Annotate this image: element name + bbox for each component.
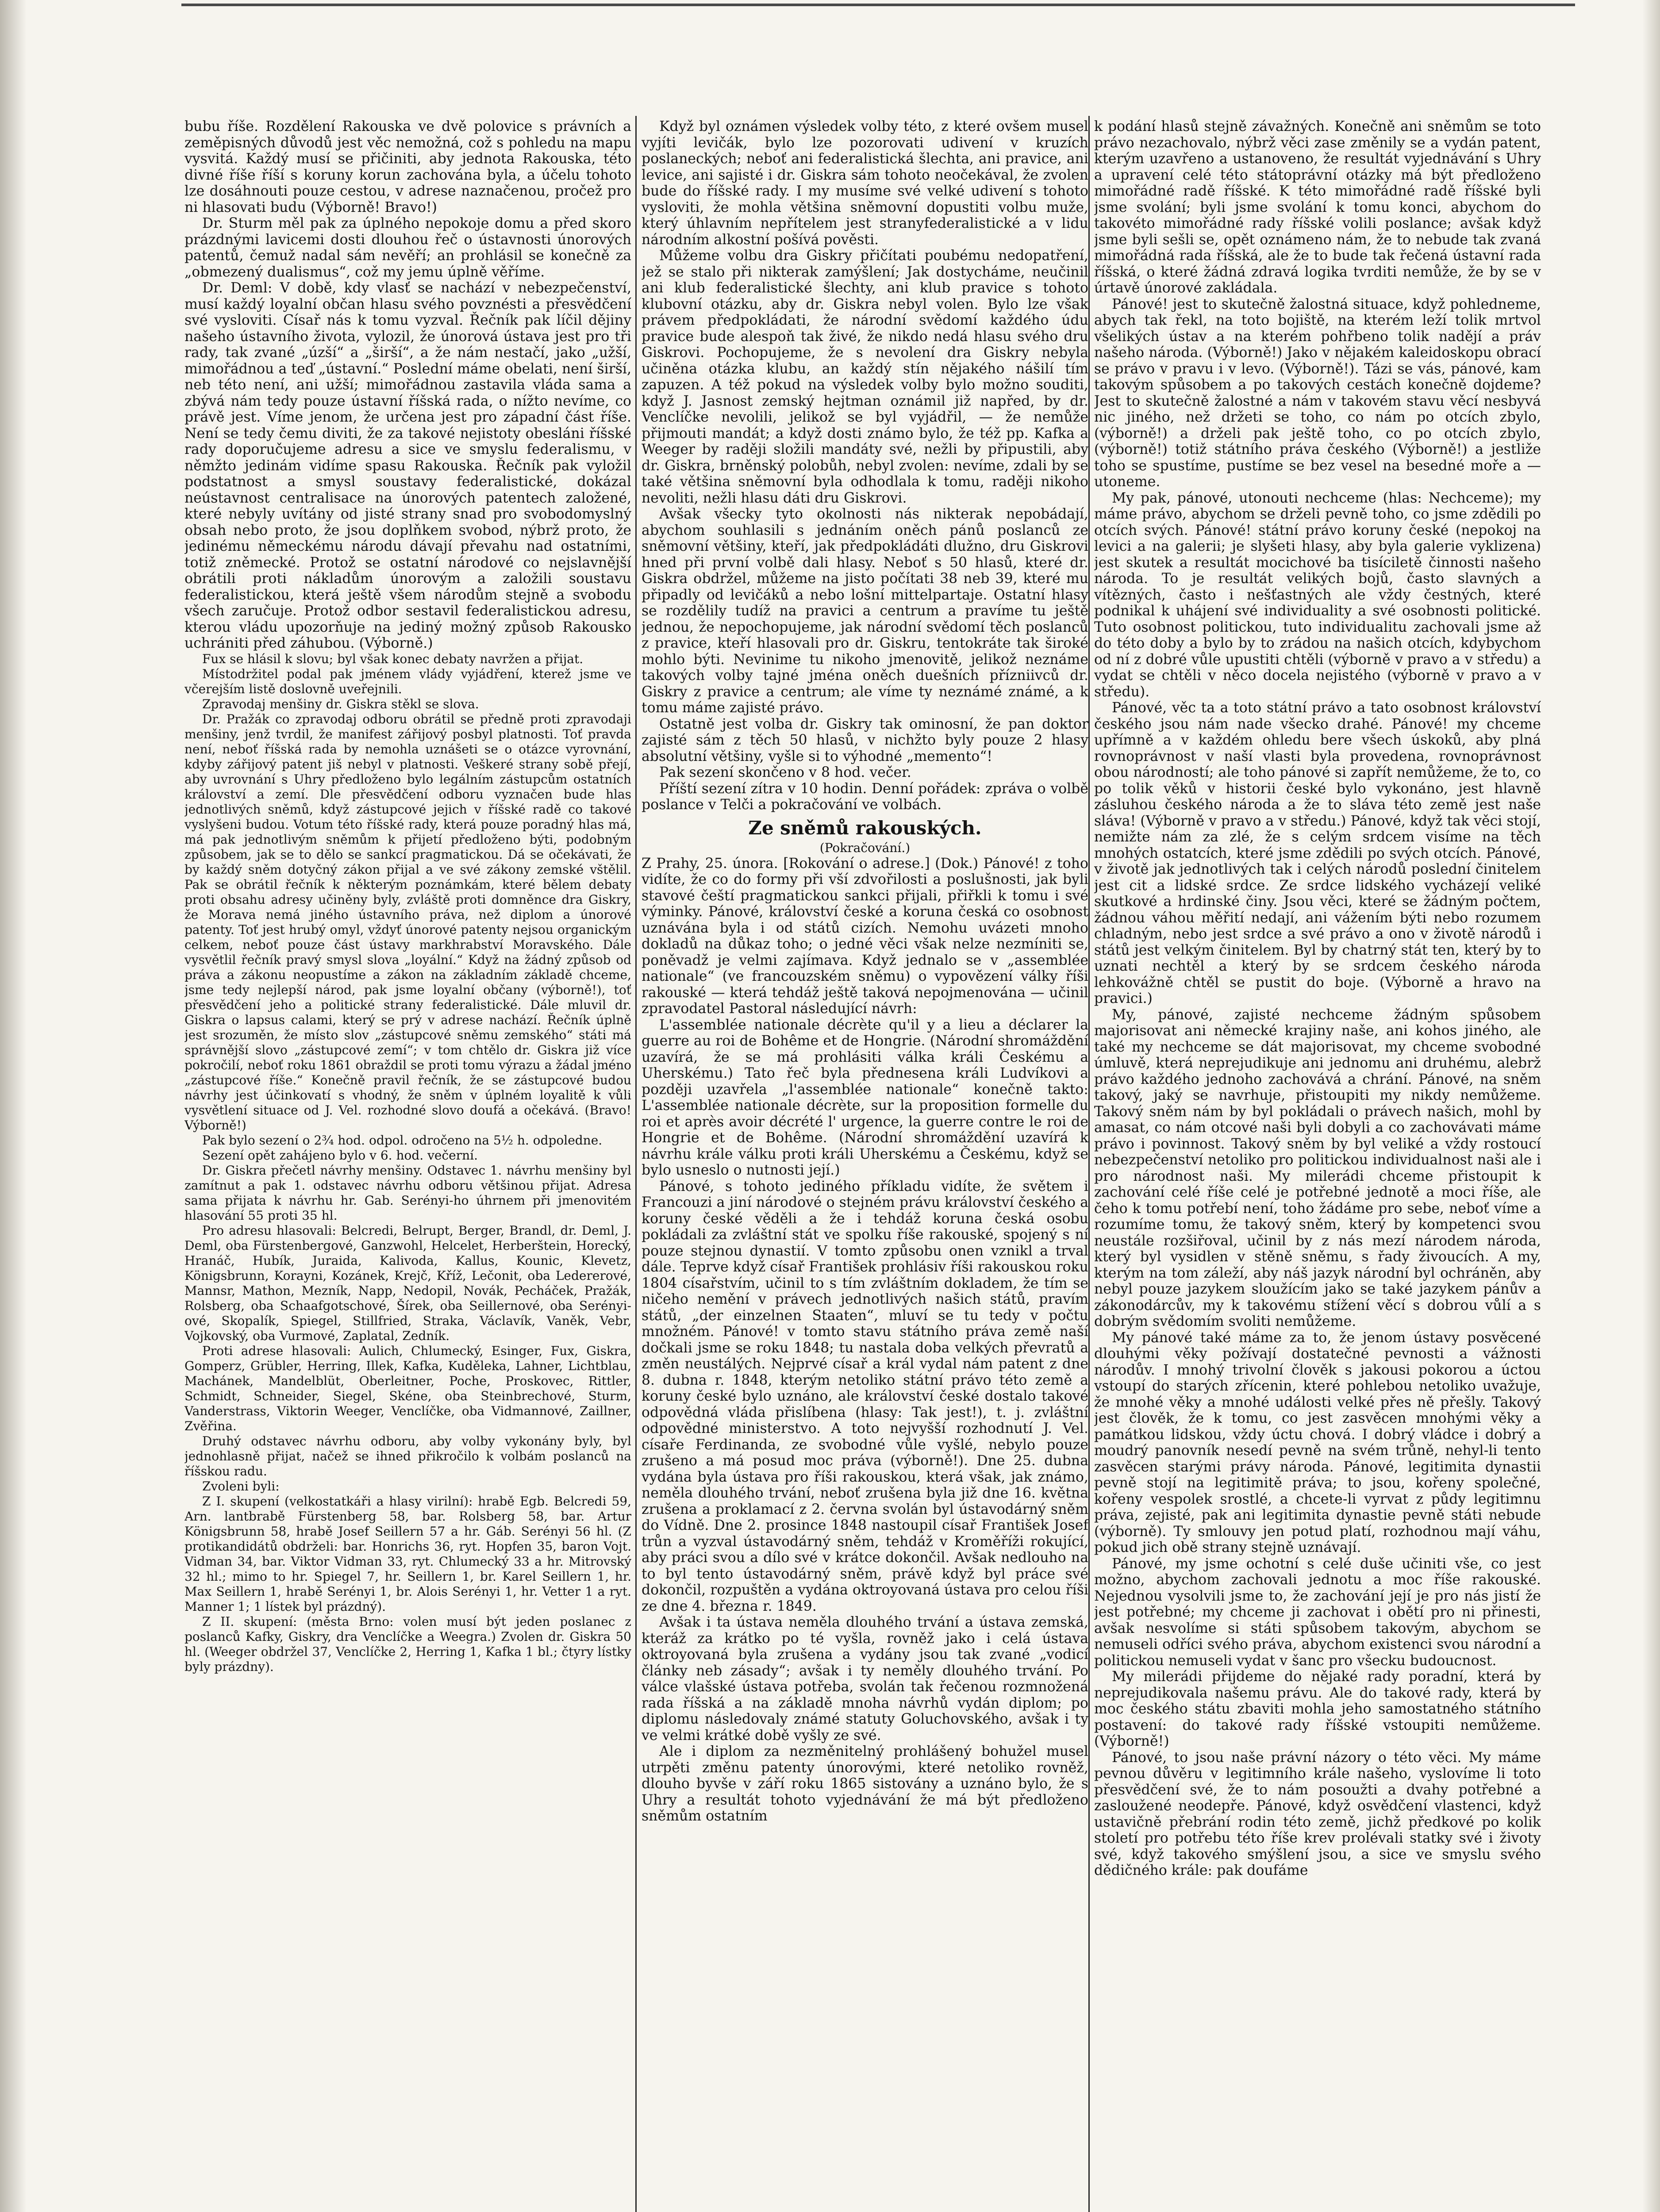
top-border-rule bbox=[181, 4, 1575, 6]
article-paragraph: My milerádi přijdeme do nějaké rady poradní, která by neprejudikovala našemu právu. Ale do takové rady, která by moc českého státu zbaviti mohla jeho samostatného státního postavení: do takové rady říšské vstoupiti nemůžeme. (Výborně!) bbox=[1094, 1669, 1541, 1749]
article-paragraph: Pánové! jest to skutečně žalostná situace, když pohledneme, abych tak řekl, na toto bojiště, na kterém leží tolik mrtvol všelikých ústav a na kterém pohřbeno tolik nadějí a práv našeho národa. (Výborně!) Jako v nějakém kaleidoskopu obrací se právo v pravu i v levo. (Výborně!). Tázi se vás, pánové, kam takovým spůsobem a po takových cestách konečně dojdeme? Jest to skutečně žalostné a nám v takovém stavu věcí nesbyvá nic jiného, než držeti se toho, co nám po otcích zbylo, (výborně!) a drželi pak ještě toho, co po otcích zbylo, (výborně!) totiž státního práva českého (Výborně!) a jestliže toho se spustíme, pustíme se bez vesel na besedné moře a — utoneme. bbox=[1094, 296, 1541, 490]
article-paragraph: Dr. Deml: V době, kdy vlasť se nachází v nebezpečenství, musí každý loyalní občan hlasu svého povznésti a přesvědčení své vysloviti. Císař nás k tomu vyzval. Řečník pak líčil dějiny našeho ústavního života, vylozil, že únorová ústava jest pro tři rady, tak zvané „úzší“ a „širší“, a že nám nestačí, jako „užší, mimořádnou a teď „ústavní.“ Poslední máme obelati, není širší, neb této není, ani užší; mimořádnou zastavila vláda sama a zbývá nám tedy pouze ústavní říšská rada, o nížto nevíme, co právě jest. Víme jenom, že určena jest pro západní část říše. Není se tedy čemu diviti, že za takové nejistoty obesláni říšské rady doporučujeme adresu a sice ve smyslu federalismu, v němžto jedinám vidíme spasu Rakouska. Řečník pak vyložil podstatnost a smysl soustavy federalistické, dokázal neústavnost centralisace na únorových patentech založené, které nebyly uvítány od jisté strany snad pro svobodomyslný obsah nebo proto, že jsou doplňkem svobod, nýbrž proto, že jedinému německému národu dávají převahu nad ostatními, totiž zněmecké. Protož se ostatní národové co nejslavnější obrátili proti nákladům únorovým a založili soustavu federalistickou, která ještě všem národům stejně a svobodu všech zaručuje. Protož odbor sestavil federalistickou adresu, kterou vládu upozorňuje na jediný možný způsob Rakousko uchrániti před záhubou. (Výborně.) bbox=[184, 280, 631, 651]
article-paragraph: Avšak i ta ústava neměla dlouhého trvání a ústava zemská, kteráž za krátko po té vyšla, rovněž jako i celá ústava oktroyovaná byla zrušena a vydány jsou tak zvané „vodicí články neb zásady“; avšak i ty neměly dlouhého trvání. Po válce vlašské ústava potřeba, svolán tak řečenou rozmnožená rada říšská a na základě mnoha návrhů vydán diplom; po diplomu následovaly známé statuty Goluchovského, avšak i ty ve velmi krátké době vyšly ze své. bbox=[642, 1614, 1088, 1743]
article-paragraph: Z I. skupení (velkostatkáři a hlasy virilní): hrabě Egb. Belcredi 59, Arn. lantbrabě Fürstenberg 58, bar. Rolsberg 58, bar. Artur Königsbrunn 58, hrabě Josef Seillern 57 a hr. Gáb. Serényi 56 hl. (Z protikandidátů obdrželi: bar. Honrichs 36, ryt. Hopfen 35, baron Vojt. Vidman 34, bar. Viktor Vidman 33, ryt. Chlumecký 33 a hr. Mitrovský 32 hl.; mimo to hr. Spiegel 7, hr. Seillern 1, br. Karel Seillern 1, hr. Max Seillern 1, hrabě Serényi 1, br. Alois Serényi 1, hr. Vetter 1 a ryt. Manner 1; 1 lístek byl prázdný). bbox=[184, 1494, 631, 1614]
article-paragraph: Pro adresu hlasovali: Belcredi, Belrupt, Berger, Brandl, dr. Deml, J. Deml, oba Fürstenbergové, Ganzwohl, Helcelet, Herberštein, Horecký, Hranáč, Hubík, Juraida, Kalivoda, Kallus, Kounic, Klevetz, Königsbrunn, Korayni, Kozánek, Krejč, Kříž, Lečonit, oba Ledererové, Mannsr, Mathon, Mezník, Napp, Nedopil, Novák, Pecháček, Pražák, Rolsberg, oba Schaafgotschové, Šírek, oba Seillernové, oba Serényi-ové, Skopalík, Spiegel, Stillfried, Straka, Václavík, Vaněk, Vebr, Vojkovský, oba Vurmové, Zaplatal, Zedník. bbox=[184, 1223, 631, 1343]
article-paragraph: Druhý odstavec návrhu odboru, aby volby vykonány byly, byl jednohlasně přijat, načež se ihned přikročilo k volbám poslanců na říšskou radu. bbox=[184, 1433, 631, 1479]
article-paragraph: Když byl oznámen výsledek volby této, z které ovšem musel vyjíti levičák, bylo lze pozorovati udivení v kruzích poslaneckých; neboť ani federalistická šlechta, ani pravice, ani levice, ani sajisté i dr. Giskra sám tohoto neočekával, že zvolen bude do říšské rady. I my musíme své velké udivení s tohoto vysloviti, že mohla většina sněmovní dopustiti volbu muže, který úhlavním nepřítelem jest stranyfederalistické a v lidu národním alkostní pošívá pověsti. bbox=[642, 119, 1088, 248]
article-paragraph: Pak sezení skončeno v 8 hod. večer. bbox=[659, 764, 911, 780]
article-paragraph: Pánové, s tohoto jediného příkladu vidíte, že světem i Francouzi a jiní národové o stejném právu království českého a koruny české věděli a že i tehdáž koruna česká osobu pokládali za zvláštní stát ve spolku říše rakouské, spojený s ní pouze stejnou dynastií. V tomto způsobu onen vznikl a trval dále. Teprve když císař František prohlásiv říši rakouskou roku 1804 císařstvím, učinil to s tím zvláštním dokladem, že tím se ničeho nemění v právech jednotlivých našich států, pravím států, „der einzelnen Staaten“, mluví se tu tedy v počtu množném. Pánové! v tomto stavu státního práva země naší dočkali jsme se roku 1848; tu nastala doba velkých převratů a změn neustálých. Nejprvé císař a král vydal nám patent z dne 8. dubna r. 1848, kterým netoliko státní právo této země a koruny české bylo uznáno, ale království české dostalo takové odpovědná vláda přislíbena (hlasy: Tak jest!), t. j. zvláštní odpovědné ministerstvo. A toto nejvyšší rozhodnutí J. Vel. císaře Ferdinanda, ze svobodné vůle vyšlé, nebylo pouze zrušeno a má posud moc práva (výborně!). Dne 25. dubna vydána byla ústava pro říši rakouskou, která však, jak známo, neměla dlouhého trvání, neboť zrušena byla již dne 16. května zrušena a proklamací z 2. června svolán byl ústavodárný sněm do Vídně. Dne 2. prosince 1848 nastoupil císař František Josef trůn a vyzval ústavodárný sněm, tehdáž v Kroměříži rokující, aby práci svou a dílo své v krátce dokončil. Avšak nedlouho na to byl tento ústavodárný sněm, právě když byl práce své dokončil, rozpuštěn a vydána oktroyovaná ústava pro celou říši ze dne 4. března r. 1849. bbox=[642, 1178, 1088, 1614]
article-paragraph: Pánové, to jsou naše právní názory o této věci. My máme pevnou důvěru v legitimního krále našeho, vyslovíme li toto přesvědčení své, že to nám posoužti a dvahy potřebné a zasloužené neodepře. Pánové, když osvědčení vlastenci, když ustavičně přebrání rodin této země, jichž předkové po kolik století pro potřebu této říše krev prolévali statky své i životy své, když takového smýšlení jsou, a sice ve smyslu svého dědičného krále: pak doufáme bbox=[1094, 1749, 1541, 1878]
article-paragraph: Fux se hlásil k slovu; byl však konec debaty navržen a přijat. bbox=[202, 651, 584, 666]
article-paragraph: Sezení opět zahájeno bylo v 6. hod. večerní. bbox=[202, 1148, 478, 1163]
article-paragraph: Ale i diplom za nezměnitelný prohlášený bohužel musel utrpěti změnu patenty únorovými, které netoliko rovněž, dlouho byvše v září roku 1865 sistovány a uznáno bylo, že s Uhry a resultát tohoto vyjednávání že má být předloženo sněmům ostatním bbox=[642, 1743, 1088, 1824]
article-paragraph: Zvoleni byli: bbox=[202, 1479, 280, 1494]
article-paragraph: My pánové také máme za to, že jenom ústavy posvěcené dlouhými věky požívají dostatečné pevnosti a vážnosti národův. I mnohý trivolní člověk s jakousi pokorou a úctou vstoupí do starých zřícenin, které pohlebou netoliko uvažuje, že mnohé věky a mnohé události velké přes ně přešly. Takový jest člověk, že k tomu, co jest zasvěcen mnohými věky a památkou lidskou, vždy úctu chová. I dobrý vládce i dobrý a moudrý panovník nesedí pevně na svém trůně, nehyl-li tento zasvěcen starými právy národa. Pánové, legitimita dynastii pevně stojí na legitimitě práva; to jsou, kořeny společné, kořeny vespolek srostlé, a chcete-li vyrvat z půdy legitimnu práva, zejisté, pak ani legitimita dynastie pevně státi nebude (výborně). Ty smlouvy jen potud platí, rozhodnou mají váhu, pokud jich obě strany stejně uznávají. bbox=[1094, 1329, 1541, 1555]
text-column-1 bbox=[184, 119, 631, 2212]
article-paragraph: k podání hlasů stejně závažných. Konečně ani sněmům se toto právo nezachovalo, nýbrž věci zase změnily se a vydán patent, kterým uzavřeno a ustanoveno, že resultát vyjednávání s Uhry a upravení celé této státoprávní otázky má být předloženo mimořádné radě říšské. K této mimořádné radě říšské byli jsme svolání; byli jsme svolání k tomu konci, abychom do takovéto mimořádné rady říšské volili poslance; avšak když jsme byli sešli se, opět oznámeno nám, že to nebude tak zvaná mimořádná rada říšská, ale že to bude tak řečená ústavní rada říšská, o které žádná zdravá logika tvrditi nemůže, že by se v úrtavě únorové zakládala. bbox=[1094, 119, 1541, 296]
text-column-3 bbox=[1094, 119, 1541, 2212]
article-paragraph: Dr. Giskra přečetl návrhy menšiny. Odstavec 1. návrhu menšiny byl zamítnut a pak 1. odstavec návrhu odboru většinou přijat. Adresa sama přijata k návrhu hr. Gab. Serényi-ho úhrnem při jmenovitém hlasování 55 proti 35 hl. bbox=[184, 1163, 631, 1223]
article-paragraph: Pánové, věc ta a toto státní právo a tato osobnost království českého jsou nám nade všecko drahé. Pánové! my chceme upřímně a v každém ohledu bere všech úskoků, aby plná rovnoprávnost v naší vlasti byla provedena, rovnoprávnost obou národností; ale toho pánové si zapřít nemůžeme, že to, co po tolik věků v historii české bylo vykonáno, jest hlavně zásluhou českého národa a že to sláva této země jest naše sláva! (Výborně v pravo a v středu.) Pánové, když tak věci stojí, nemižte nám za zlé, že s celým srdcem visíme na těch mnohých ostatcích, které jsme zdědili po svých otcích. Pánové, v životě jak jednotlivých tak i celých národů poslední činitelem jest cit a lidské srdce. Ze srdce lidského vycházejí veliké skutkové a hrdinské činy. Jsou věci, které se žádným počtem, žádnou váhou měřití nedají, ani vážením býti nebo rozumem chladným, nebo jest srdce a své právo a ono v životě národů i států jest velkým činitelem. Byl by chatrný stát ten, který by to uznati nechtěl a který by se srdcem českého národa lehkovážně chtěl se pustit do boje. (Výborně a hravo na pravici.) bbox=[1094, 700, 1541, 1006]
article-paragraph: Místodržitel podal pak jménem vlády vyjádření, kterež jsme ve včerejším listě doslovně uveřejnili. bbox=[184, 666, 631, 696]
page-edge-shadow-right bbox=[1642, 0, 1660, 2212]
article-paragraph: Pánové, my jsme ochotní s celé duše učiniti vše, co jest možno, abychom zachovali jednotu a moc říše rakouské. Nejednou vysolvili jsme to, že zachování její je pro nás jistí že jest potřebné; my chceme ji zachovat i obětí pro ni přinesti, avšak nesvolíme si státi spůsobem takovým, abychom se nemuseli odříci svého práva, abychom existenci svou národní a politickou nemuseli vydat v šanc pro všecku budoucnost. bbox=[1094, 1555, 1541, 1669]
column-divider-2 bbox=[1088, 116, 1090, 2212]
article-paragraph: bubu říše. Rozdělení Rakouska ve dvě polovice s právních a zeměpisných důvodů jest věc nemožná, což s pohledu na mapu vysvitá. Každý musí se přičiniti, aby jednota Rakouska, této divné říše říší s koruny korun zachována byla, a účelu tohoto lze dosáhnouti pouze cestou, v adrese naznačenou, pročež pro ni hlasovati budu (Výborně! Bravo!) bbox=[184, 119, 631, 215]
article-paragraph: Ze sněmů rakouských. bbox=[748, 817, 982, 839]
page-edge-shadow-left bbox=[0, 0, 27, 2212]
article-paragraph: L'assemblée nationale décrète qu'il y a lieu a déclarer la guerre au roi de Bohême et de Hongrie. (Národní shromáždění uzavírá, že se má prohlásiti válka králi Českému a Uherskému.) Tato řeč byla přednesena králi Ludvíkovi a později uzavřela „l'assemblée nationale“ konečně takto: L'assemblée nationale décrète, sur la proposition formelle du roi et après avoir décrété l' urgence, la guerre contre le roi de Hongrie et de Bohême. (Národní shromáždění uzavírá k návrhu krále válku proti králi Uherskému a Českému, když se bylo usneslo o nutnosti její.) bbox=[642, 1017, 1088, 1178]
article-paragraph: Z II. skupení: (města Brno: volen musí být jeden poslanec z poslanců Kafky, Giskry, dra Venclíčke a Weegra.) Zvolen dr. Giskra 50 hl. (Weeger obdržel 37, Venclíčke 2, Herring 1, Kafka 1 bl.; čtyry lístky byly prázdny). bbox=[184, 1614, 631, 1674]
article-paragraph: Příští sezení zítra v 10 hodin. Denní pořádek: zpráva o volbě poslance v Telči a pokračování ve volbách. bbox=[642, 780, 1088, 813]
article-paragraph: Dr. Sturm měl pak za úplného nepokoje domu a před skoro prázdnými lavicemi dosti dlouhou řeč o ústavnosti únorových patentů, čemuž nadal sám nevěří; an prohlásil se konečně za „obmezený dualismus“, což my jemu úplně věříme. bbox=[184, 215, 631, 280]
article-paragraph: Můžeme volbu dra Giskry přičítati poubému nedopatření, jež se stalo při nikterak zamýšlení; Jak dostycháme, neučinil ani klub federalistické šlechty, ani klub pravice s tohoto klubovní otázku, aby dr. Giskra nebyl volen. Bylo lze však právem předpokládati, že národní svědomí každého údu pravice bude alespoň tak živé, že nikdo nedá hlasu svého dru Giskrovi. Pochopujeme, že s nevolení dra Giskry nebyla učiněna otázka klubu, an každý stín nějakého nášilí tím zapuzen. A též pokud na výsledek volby bylo možno souditi, když J. Jasnost zemský hejtman oznámil již napřed, by dr. Venclíčke nevolili, jelikož se byl vyjádřil, — že nemůže přijmouti mandát; a když dosti známo bylo, že též pp. Kafka a Weeger by raději složili mandáty své, nežli by připustili, aby dr. Giskra, brněnský polobůh, nebyl zvolen: nevíme, zdali by se také většina sněmovní byla odhodlala k tomu, raději nikoho nevoliti, nežli hlasu dáti dru Giskrovi. bbox=[642, 248, 1088, 506]
article-paragraph: (Pokračování.) bbox=[819, 840, 911, 855]
article-paragraph: My pak, pánové, utonouti nechceme (hlas: Nechceme); my máme právo, abychom se drželi pevně toho, co jsme zdědili po otcích svých. Pánové! státní právo koruny české (nepokoj na levici a na galerii; je slyšeti hlasy, aby byla galerie vyklizena) jest skutek a resultát mocichové ba tisíciletě činnosti našeho národa. To je resultát velikých bojů, často slavných a vítězných, často i nešťastných ale vždy čestných, které podnikal k uhájení své individuality a své osobnosti politické. Tuto osobnost politickou, tuto individualitu zachovali jsme až do této doby a bylo by to zrádou na našich otcích, kdybychom od ní z dobré vůle upustiti chtěli (výborně v pravo a v středu) a vydat se chtěli v něco docela nejistého (výborně v pravo a v středu). bbox=[1094, 490, 1541, 700]
article-paragraph: Z Prahy, 25. února. [Rokování o adrese.] (Dok.) Pánové! z toho vidíte, že co do formy při vší zdvořilosti a poslušnosti, jak byli stavové čeští pragmatickou sankci přijali, přiřkli k tomu i své výminky. Pánové, království české a koruna česká co osobnost uznávána byla i od států cizích. Nemohu uvázeti mnoho dokladů na důkaz toho; o jedné věci však nelze nezmíniti se, poněvadž je velmi zajímava. Když jednalo se v „assemblée nationale“ (ve francouzském sněmu) o vypovězení války říši rakouské — která tehdáž ještě taková nepojmenována — učinil zpravodatel Pastoral následující návrh: bbox=[642, 855, 1088, 1017]
text-column-2 bbox=[642, 119, 1088, 2212]
article-paragraph: Pak bylo sezení o 2¾ hod. odpol. odročeno na 5½ h. odpoledne. bbox=[202, 1133, 603, 1148]
article-paragraph: Dr. Pražák co zpravodaj odboru obrátil se předně proti zpravodaji menšiny, jenž tvrdil, že manifest zářijový posbyl platnosti. Toť pravda není, neboť říšská rada by nemohla uznášeti se o otázce vyrovnání, kdyby zářijový patent jiš nebyl v platnosti. Veškeré strany sobě přejí, aby uvrovnání s Uhry předloženo bylo legálním zástupcům ostatních království a zemí. Dle přesvědčení odboru vyznačen bude hlas jednotlivých sněmů, když zástupcové jejich v říšské radě co takové vyslyšeni budou. Votum této říšské rady, která pouze poradný hlas má, má pak jednotlivým sněmům k přijetí předloženo býti, podobným způsobem, jak se to dělo se sankcí pragmatickou. Dá se očekávati, že by každý sněm dotyčný zákon přijal a ve své zákony zemské vštělil. Pak se obrátil řečník k některým poznámkám, které bělem debaty proti obsahu adresy učiněny byly, zvláště proti domněnce dra Giskry, že Morava nemá jiného ústavního práva, než diplom a únorové patenty. Toť jest hrubý omyl, vždyť únorové patenty nejsou organickým celkem, neboť pouze část ústavy markhrabství Moravského. Dále vysvětlil řečník pravý smysl slova „loyální.“ Když na žádný způsob od práva a zákonu neopustíme a zákon na základním základě chceme, jsme tedy nejlepší národ, pak jsme loyalní občany (výborně!), toť přesvědčení jeho a politické strany federalistické. Dále mluvil dr. Giskra o lapsus calami, který se prý v adrese nachází. Řečník úplně jest srozuměn, že místo slov „zástupcové sněmu zemského“ státi má správnější slovo „zástupcové zemí“; v tom chtělo dr. Giskra již více pokročilí, neboť roku 1861 obraždil se proti tomu výrazu a žádal jméno „zástupcové říše.“ Konečně pravil řečník, že se zástupcové budou návrhy jest účinkovatí s vhodný, že sněm v úplném loyalitě k vůli vysvětlení situace od J. Vel. rozhodné slovo doufá a očekává. (Bravo! Výborně!) bbox=[184, 711, 631, 1133]
column-divider-1 bbox=[635, 116, 637, 2212]
article-paragraph: Ostatně jest volba dr. Giskry tak ominosní, že pan doktor zajisté sám z těch 50 hlasů, v nichžto byly pouze 2 hlasy absolutní většiny, vyšle si to výhodné „memento“! bbox=[642, 716, 1088, 764]
article-paragraph: Avšak všecky tyto okolnosti nás nikterak nepobádají, abychom souhlasili s jednáním oněch pánů poslanců ze sněmovní většiny, kteří, jak předpokládáti dlužno, dru Giskrovi hned při první volbě dali hlasy. Neboť s 50 hlasů, které dr. Giskra obdržel, můžeme na jisto počítati 38 neb 39, které mu připadly od levičáků a nebo lošní mittelpartaje. Ostatní hlasy se rozdělily tudíž na pravici a centrum a pravíme tu ještě jednou, že nepochopujeme, jak národní svědomí těch poslanců z pravice, kteří hlasovali pro dr. Giskru, tentokráte tak široké mohlo býti. Nevinime tu nikoho jmenovitě, jelikož neznáme takových volby tajné jména oněch duešních přízniivců dr. Giskry z pravice a centrum; ale víme ty neznámé známé, a k tomu máme zajisté právo. bbox=[642, 506, 1088, 716]
article-paragraph: Zpravodaj menšiny dr. Giskra stěkl se slova. bbox=[202, 696, 479, 711]
article-paragraph: Proti adrese hlasovali: Aulich, Chlumecký, Esinger, Fux, Giskra, Gomperz, Grübler, Herring, Illek, Kafka, Kuděleka, Lahner, Lichtblau, Machánek, Mandelblüt, Oberleitner, Poche, Proskovec, Rittler, Schmidt, Schneider, Siegel, Skéne, oba Steinbrechové, Sturm, Vanderstrass, Viktorin Weeger, Venclíčke, oba Vidmannové, Zaillner, Zvěřina. bbox=[184, 1343, 631, 1433]
article-paragraph: My, pánové, zajisté nechceme žádným spůsobem majorisovat ani německé krajiny naše, ani kohos jiného, ale také my nechceme se dát majorisovat, my chceme svobodné úmluvě, která neprejudikuje ani jednomu ani druhému, alebrž právo každého jednoho zachovává a chrání. Pánové, na sněm takový, jaký se navrhuje, přistoupiti my nikdy nemůžeme. Takový sněm nám by byl pokládali o právech našich, mohl by amasat, co nám otcové naši byli dobyli a co zachovávati máme právo i povinnost. Takový sněm by byl veliké a vždy rostoucí nebezpečenství netoliko pro politickou individualnost naši ale i pro národnost naši. My milerádi chceme přistoupit k zachování celé říše celé je potřebné jednotě a moci říše, ale čeho k tomu potřebí není, toho žádáme pro sebe, neboť víme a rozumíme tomu, že takový sněm, který by kompetenci svou neustále rozšiřoval, učinil by z nás mezí národem národa, který byl vysidlen v stěně sněmu, s řady živoucích. A my, kterým na tom záleží, aby náš jazyk národní byl ochráněn, aby nebyl pouze jazykem sloužícím jako se také jazykem pánův a zákonodárcův, my k takovému stížení věcí s dobrou vůlí a s dobrým svědomím svoliti nemůžeme. bbox=[1094, 1006, 1541, 1329]
